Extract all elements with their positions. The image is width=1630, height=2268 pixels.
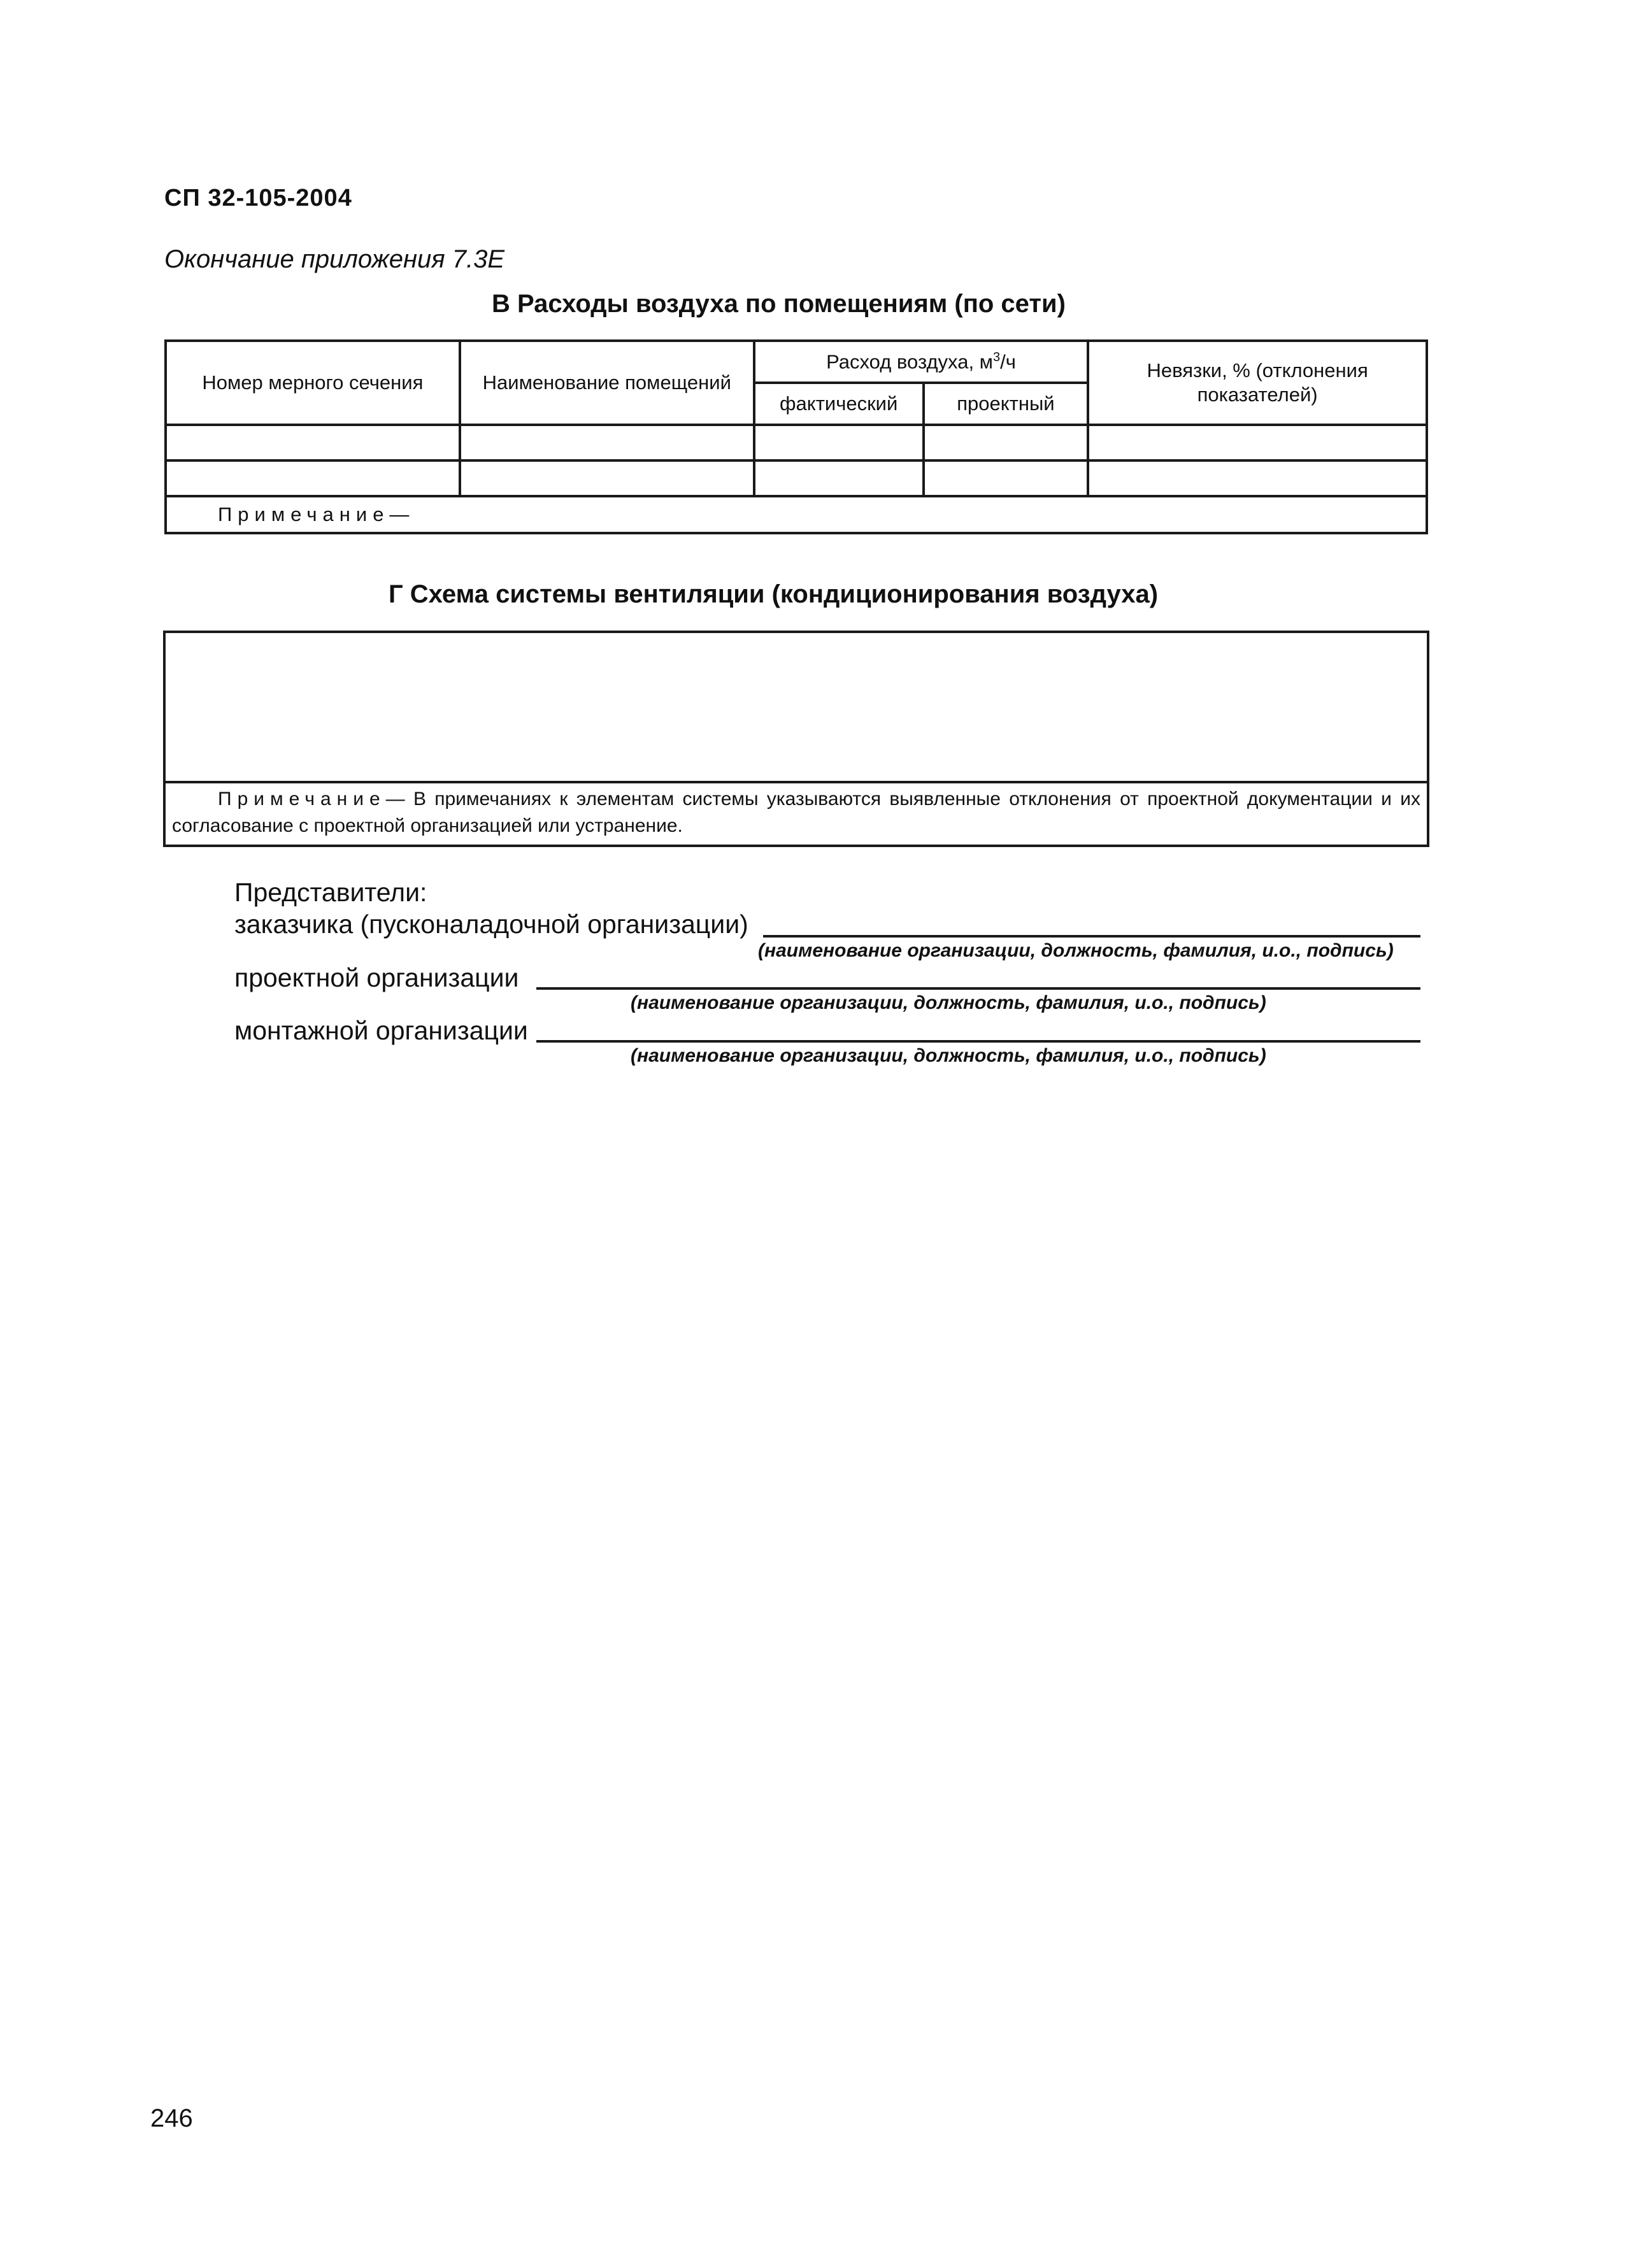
table-cell[interactable]	[754, 460, 924, 496]
scheme-note-label: Примечание	[218, 788, 386, 809]
document-code: СП 32-105-2004	[164, 185, 352, 211]
table-cell[interactable]	[754, 425, 924, 460]
customer-rep-label: заказчика (пусконаладочной организации)	[234, 909, 748, 939]
discrepancy-line-2: показателей)	[1197, 383, 1318, 406]
header-design: проектный	[924, 383, 1089, 425]
air-flow-exponent: 3	[993, 350, 1001, 364]
header-section-number: Номер мерного сечения	[166, 341, 460, 425]
table-cell[interactable]	[924, 425, 1089, 460]
scheme-drawing-area[interactable]	[166, 633, 1427, 783]
table-cell[interactable]	[924, 460, 1089, 496]
section-g-title: Г Схема системы вентиляции (кондиционирования воздуха)	[389, 580, 1159, 608]
design-org-rep-label: проектной организации	[234, 963, 519, 992]
customer-signature-line[interactable]	[763, 935, 1420, 938]
section-v-title: В Расходы воздуха по помещениям (по сети)	[492, 290, 1066, 318]
table-cell[interactable]	[1088, 425, 1427, 460]
table-cell[interactable]	[166, 460, 460, 496]
table-row	[166, 460, 1427, 496]
air-flow-table	[164, 339, 1428, 534]
installation-org-rep-label: монтажной организации	[234, 1016, 528, 1045]
discrepancy-line-1: Невязки, % (отклонения	[1147, 359, 1368, 382]
table-cell[interactable]	[166, 425, 460, 460]
appendix-caption: Окончание приложения 7.3Е	[164, 245, 505, 273]
table-cell[interactable]	[460, 425, 754, 460]
table-cell[interactable]	[460, 460, 754, 496]
header-actual: фактический	[754, 383, 924, 425]
scheme-note	[172, 786, 1420, 839]
air-flow-label: Расход воздуха, м	[826, 350, 993, 373]
installation-org-signature-hint: (наименование организации, должность, фамилия, и.о., подпись)	[631, 1045, 1266, 1066]
table-cell[interactable]	[1088, 460, 1427, 496]
header-discrepancy	[1088, 341, 1427, 425]
air-flow-unit: /ч	[1000, 350, 1016, 373]
header-air-flow	[754, 341, 1088, 383]
header-room-name: Наименование помещений	[460, 341, 754, 425]
page-number: 246	[150, 2104, 193, 2132]
ventilation-scheme-box	[163, 631, 1429, 847]
table-row	[166, 425, 1427, 460]
customer-signature-hint: (наименование организации, должность, фамилия, и.о., подпись)	[758, 940, 1394, 961]
design-org-signature-line[interactable]	[536, 987, 1420, 990]
design-org-signature-hint: (наименование организации, должность, фамилия, и.о., подпись)	[631, 992, 1266, 1013]
table-note: Примечание—	[166, 496, 1427, 533]
representatives-title: Представители:	[234, 878, 427, 907]
scheme-note-text: — В примечаниях к элементам системы указываются выявленные отклонения от проектной документации и их согласование с проектной организацией или устранение.	[172, 788, 1420, 836]
installation-org-signature-line[interactable]	[536, 1040, 1420, 1043]
